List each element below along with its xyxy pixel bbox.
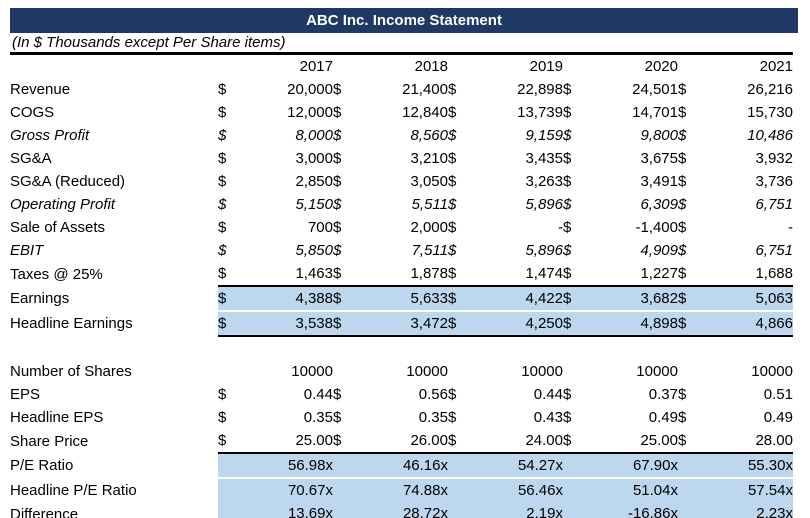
year-header-spacer [563,55,589,78]
value-cell: 4,422 [474,286,563,311]
value-cell: -1,400 [635,219,678,236]
year-header: 2020 [644,58,678,75]
currency-symbol-cell: $ [448,81,457,98]
value-cell: 26.00 [410,432,448,449]
value-cell: 2.19x [474,502,563,518]
table-row [10,502,793,518]
currency-symbol-cell: $ [678,242,687,259]
value-cell: 0.49 [763,409,793,426]
value-cell: 3,736 [755,173,793,190]
currency-symbol-cell: $ [448,265,457,282]
currency-symbol-cell: $ [678,127,687,144]
currency-symbol-cell [678,336,704,360]
row-label: Number of Shares [10,363,132,380]
year-header-spacer [333,55,359,78]
value-cell: 56.98x [244,453,333,478]
value-cell: 3,932 [755,150,793,167]
table-body [10,78,793,518]
value-cell: 3,050 [410,173,448,190]
currency-symbol-cell [678,478,704,502]
year-header: 2019 [529,58,563,75]
currency-symbol-cell: $ [218,386,227,403]
row-label: Earnings [10,290,70,307]
value-cell: 3,682 [589,286,678,311]
value-cell: 3,538 [244,311,333,336]
value-cell: 26,216 [747,81,793,98]
currency-symbol-cell: $ [448,386,457,403]
currency-symbol-cell [333,453,359,478]
table-row [10,336,793,360]
currency-symbol-cell: $ [448,219,457,236]
currency-symbol-cell [448,336,474,360]
value-cell: 5,511 [411,196,448,213]
value-cell: 14,701 [632,104,678,121]
value-cell: 3,491 [640,173,678,190]
currency-symbol-cell [218,502,244,518]
value-cell: 0.37 [648,386,678,403]
value-cell: 57.54x [704,478,793,502]
currency-symbol-cell: $ [563,173,572,190]
value-cell: 3,675 [640,150,678,167]
currency-symbol-cell [563,336,589,360]
row-label: EBIT [10,242,44,259]
currency-symbol-cell: $ [678,386,687,403]
table-row [10,101,793,124]
year-header: 2021 [759,58,793,75]
value-cell: 51.04x [589,478,678,502]
currency-symbol-cell: $ [218,265,227,282]
currency-symbol-cell: $ [333,173,342,190]
currency-symbol-cell [563,502,589,518]
currency-symbol-cell: $ [218,104,227,121]
currency-symbol-cell [333,360,359,383]
currency-symbol-cell: $ [448,196,457,213]
currency-symbol-cell: $ [448,286,474,311]
table-row [10,193,793,216]
currency-symbol-cell: $ [333,409,342,426]
value-cell [589,336,678,360]
value-cell: 0.49 [648,409,678,426]
currency-symbol-cell [448,360,474,383]
currency-symbol-cell: $ [218,242,227,259]
table-row [10,286,793,311]
currency-symbol-cell: $ [333,196,342,213]
value-cell: 20,000 [287,81,333,98]
currency-symbol-cell: $ [333,242,342,259]
currency-symbol-cell: $ [218,150,227,167]
currency-symbol-cell [333,336,359,360]
year-header-spacer [678,55,704,78]
value-cell: 10000 [291,363,333,380]
value-cell: 25.00 [295,432,333,449]
value-cell: 24,501 [632,81,678,98]
currency-symbol-cell: $ [563,265,572,282]
value-cell: 4,388 [244,286,333,311]
table-row [10,311,793,336]
currency-symbol-cell: $ [563,127,572,144]
table-row [10,170,793,193]
value-cell: 3,263 [525,173,563,190]
currency-symbol-cell: $ [333,127,342,144]
row-label: Headline Earnings [10,315,133,332]
value-cell: 0.44 [533,386,563,403]
currency-symbol-cell: $ [563,104,572,121]
currency-symbol-cell: $ [678,196,687,213]
currency-symbol-cell: $ [333,286,359,311]
statement-title-bar: ABC Inc. Income Statement [10,8,798,33]
value-cell: 5,850 [295,242,333,259]
currency-symbol-cell: $ [218,81,227,98]
value-cell: 28.72x [359,502,448,518]
year-header-spacer [448,55,474,78]
row-label: Gross Profit [10,127,90,144]
currency-symbol-cell: $ [678,409,687,426]
value-cell: 1,474 [525,265,563,282]
currency-symbol-cell: $ [448,409,457,426]
value-cell: 56.46x [474,478,563,502]
value-cell: 54.27x [474,453,563,478]
value-cell: 46.16x [359,453,448,478]
currency-symbol-cell: $ [563,432,572,449]
value-cell: 24.00 [525,432,563,449]
currency-symbol-cell: $ [333,432,342,449]
value-cell: 12,840 [402,104,448,121]
currency-symbol-cell: $ [563,386,572,403]
currency-symbol-cell [218,453,244,478]
currency-symbol-cell [333,502,359,518]
header-label-spacer [10,55,218,78]
row-label: COGS [10,104,55,121]
value-cell: 4,866 [704,311,793,336]
value-cell: 15,730 [747,104,793,121]
currency-symbol-cell: $ [333,386,342,403]
currency-symbol-cell: $ [218,219,227,236]
currency-symbol-cell: $ [333,265,342,282]
table-row [10,453,793,478]
table-row [10,262,793,286]
row-label: Operating Profit [10,196,116,213]
row-label: Headline P/E Ratio [10,481,137,499]
value-cell: 70.67x [244,478,333,502]
currency-symbol-cell: $ [448,432,457,449]
table-row [10,478,793,502]
value-cell: 2.23x [704,502,793,518]
value-cell: 5,896 [525,196,563,213]
value-cell: 700 [307,219,333,236]
value-cell: 1,878 [410,265,448,282]
currency-symbol-cell: $ [678,265,687,282]
currency-symbol-cell [563,453,589,478]
currency-symbol-cell: $ [333,311,359,336]
value-cell: 5,063 [704,286,793,311]
currency-symbol-cell: $ [448,173,457,190]
currency-symbol-cell: $ [448,127,457,144]
value-cell: 7,511 [411,242,448,259]
value-cell: 10000 [406,363,448,380]
value-cell: 1,688 [755,265,793,282]
value-cell: 2,000 [410,219,448,236]
value-cell: 3,435 [525,150,563,167]
table-row [10,429,793,453]
value-cell: 10,486 [747,127,793,144]
currency-symbol-cell: $ [218,311,244,336]
table-row [10,147,793,170]
currency-symbol-cell: $ [678,219,687,236]
currency-symbol-cell [448,502,474,518]
value-cell: 28.00 [755,432,793,449]
table-row [10,124,793,147]
currency-symbol-cell: $ [218,432,227,449]
currency-symbol-cell [448,453,474,478]
value-cell: 2,850 [295,173,333,190]
value-cell: 21,400 [402,81,448,98]
currency-symbol-cell: $ [678,311,704,336]
currency-symbol-cell: $ [563,219,572,236]
value-cell: 4,909 [640,242,678,259]
value-cell: 74.88x [359,478,448,502]
value-cell: 5,633 [359,286,448,311]
currency-symbol-cell: $ [563,311,589,336]
table-row [10,406,793,429]
value-cell: 6,751 [755,196,793,213]
currency-symbol-cell: $ [563,286,589,311]
value-cell [244,336,333,360]
currency-symbol-cell: $ [563,81,572,98]
table-row [10,239,793,262]
value-cell: 6,751 [755,242,793,259]
currency-symbol-cell: $ [333,81,342,98]
currency-symbol-cell: $ [448,311,474,336]
value-cell: 8,000 [295,127,333,144]
value-cell: 3,472 [359,311,448,336]
value-cell: 9,159 [525,127,563,144]
year-header-spacer [218,55,244,78]
currency-symbol-cell [563,478,589,502]
currency-symbol-cell: $ [448,242,457,259]
value-cell: 0.44 [303,386,333,403]
currency-symbol-cell [218,336,244,360]
value-cell: 13.69x [244,502,333,518]
currency-symbol-cell: $ [678,286,704,311]
currency-symbol-cell [448,478,474,502]
currency-symbol-cell [563,360,589,383]
value-cell: 0.56 [418,386,448,403]
currency-symbol-cell: $ [678,81,687,98]
value-cell: 3,000 [295,150,333,167]
value-cell: 3,210 [410,150,448,167]
table-row [10,383,793,406]
currency-symbol-cell: $ [563,409,572,426]
currency-symbol-cell: $ [333,150,342,167]
currency-symbol-cell [218,478,244,502]
table-row [10,78,793,101]
value-cell: 1,463 [295,265,333,282]
value-cell: 9,800 [640,127,678,144]
value-cell [704,336,793,360]
currency-symbol-cell: $ [448,150,457,167]
currency-symbol-cell: $ [333,104,342,121]
value-cell: 55.30x [704,453,793,478]
row-label: SG&A (Reduced) [10,173,126,190]
year-header: 2018 [414,58,448,75]
table-row [10,360,793,383]
row-label: Revenue [10,81,71,98]
value-cell: 0.51 [763,386,793,403]
value-cell: 0.43 [533,409,563,426]
value-cell [474,336,563,360]
value-cell: 8,560 [410,127,448,144]
income-statement-table [10,55,793,518]
value-cell: 0.35 [303,409,333,426]
value-cell: 12,000 [287,104,333,121]
currency-symbol-cell: $ [218,127,227,144]
value-cell: 22,898 [517,81,563,98]
statement-subtitle: (In $ Thousands except Per Share items) [10,33,793,55]
value-cell: 6,309 [640,196,678,213]
currency-symbol-cell: $ [218,286,244,311]
currency-symbol-cell [333,478,359,502]
currency-symbol-cell: $ [218,409,227,426]
currency-symbol-cell [678,502,704,518]
currency-symbol-cell: $ [678,150,687,167]
currency-symbol-cell: $ [448,104,457,121]
value-cell: -16.86x [589,502,678,518]
row-label: EPS [10,386,41,403]
value-cell: 13,739 [517,104,563,121]
year-header: 2017 [299,58,333,75]
currency-symbol-cell [678,360,704,383]
value-cell: 5,150 [295,196,333,213]
value-cell: 67.90x [589,453,678,478]
currency-symbol-cell: $ [218,173,227,190]
value-cell: 10000 [521,363,563,380]
currency-symbol-cell [218,360,244,383]
value-cell: 1,227 [640,265,678,282]
value-cell [359,336,448,360]
table-header-row [10,55,793,78]
value-cell: 25.00 [640,432,678,449]
row-label [10,336,218,360]
currency-symbol-cell: $ [563,150,572,167]
value-cell: 4,250 [474,311,563,336]
currency-symbol-cell: $ [218,196,227,213]
currency-symbol-cell: $ [678,432,687,449]
row-label: P/E Ratio [10,457,74,474]
currency-symbol-cell: $ [563,242,572,259]
value-cell: 4,898 [589,311,678,336]
currency-symbol-cell: $ [563,196,572,213]
value-cell: 10000 [751,363,793,380]
row-label: Share Price [10,432,89,450]
currency-symbol-cell: $ [333,219,342,236]
value-cell: 0.35 [418,409,448,426]
value-cell: 5,896 [525,242,563,259]
row-label: Taxes @ 25% [10,265,103,283]
table-row [10,216,793,239]
value-cell: 10000 [636,363,678,380]
currency-symbol-cell: $ [678,173,687,190]
value-cell: - [788,219,793,236]
row-label: Difference [10,505,79,518]
currency-symbol-cell [678,453,704,478]
row-label: SG&A [10,150,52,167]
currency-symbol-cell: $ [678,104,687,121]
row-label: Headline EPS [10,409,104,426]
row-label: Sale of Assets [10,219,106,236]
value-cell: - [558,219,563,236]
